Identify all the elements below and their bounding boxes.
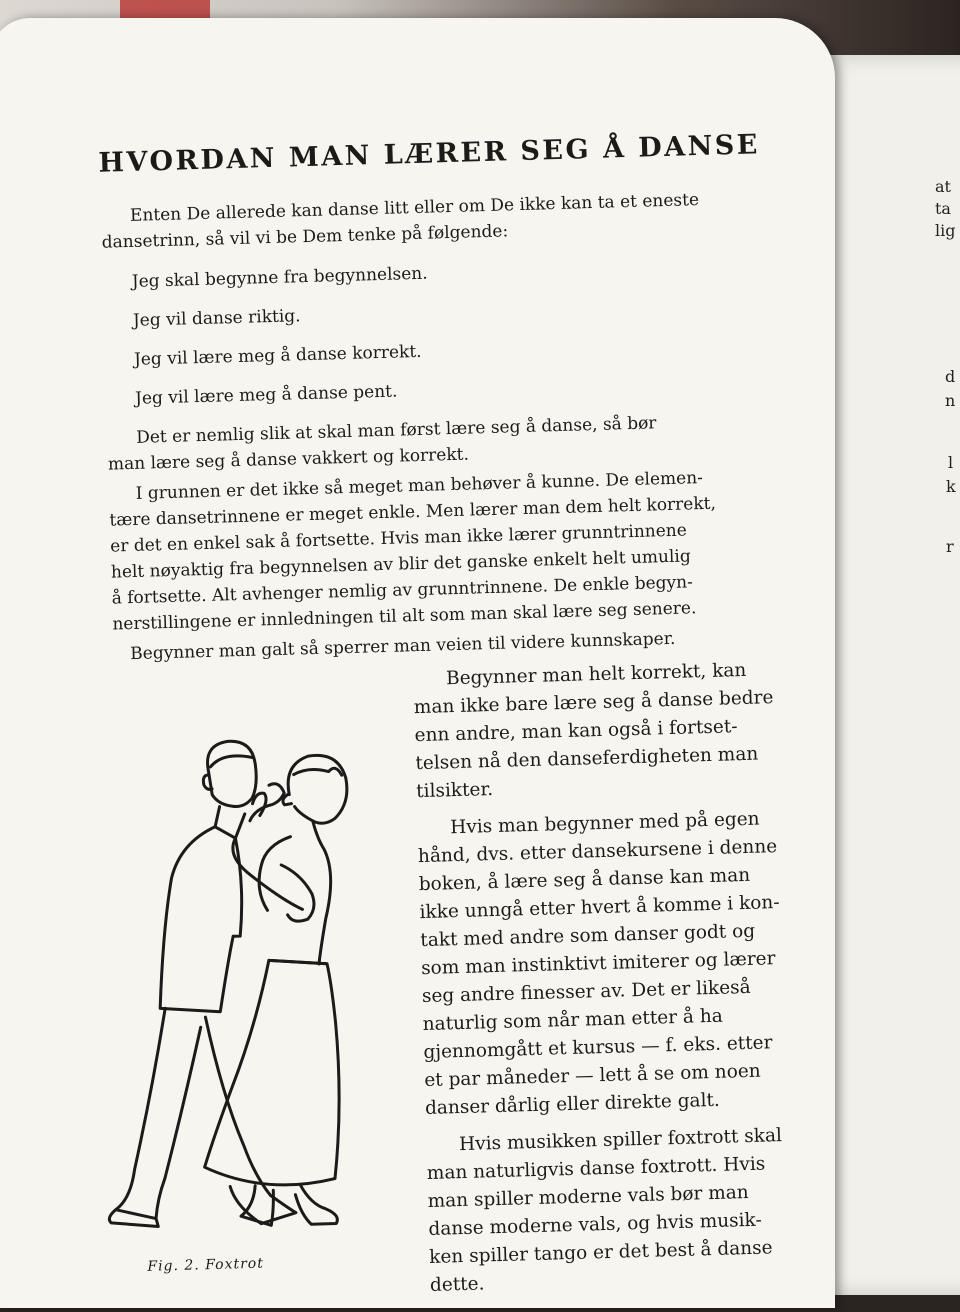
figure-caption: Fig. 2. Foxtrot: [147, 1255, 265, 1275]
column-line: telsen nå den danseferdigheten man: [415, 743, 759, 775]
column-line: danser dårlig eller direkte galt.: [424, 1089, 721, 1120]
column-line: tilsikter.: [415, 778, 494, 803]
column-line: gjennomgått et kursus — f. eks. etter: [423, 1032, 773, 1064]
facing-page-fragment: n: [945, 391, 956, 410]
paragraph-line: å fortsette. Alt avhenger nemlig av grunntrinnene. De enkle begyn-: [111, 572, 694, 609]
facing-page-fragment: l: [948, 453, 954, 472]
column-line: takt med andre som danser godt og: [420, 920, 756, 952]
paragraph-line: Det er nemlig slik at skal man først lære seg å danse, så bør: [135, 413, 657, 448]
column-line: naturlig som når man etter å ha: [422, 1005, 724, 1036]
column-line: man ikke bare lære seg å danse bedre: [413, 687, 774, 719]
intro-line: dansetrinn, så vil vi be Dem tenke på følgende:: [101, 221, 509, 253]
column-line: ken spiller tango er det best å danse: [428, 1237, 773, 1268]
column-line: dette.: [429, 1273, 485, 1296]
column-line: boken, å lære seg å danse kan man: [418, 864, 751, 896]
column-line: enn andre, man kan også i fortset-: [414, 716, 738, 747]
column-line: man spiller moderne vals bør man: [427, 1182, 749, 1212]
facing-page-fragment: ta: [935, 199, 951, 218]
column-line: et par måneder — lett å se om noen: [423, 1060, 761, 1092]
resolution-line: Jeg skal begynne fra begynnelsen.: [131, 263, 428, 292]
column-line: seg andre finesser av. Det er likeså: [421, 976, 751, 1008]
column-line: danse moderne vals, og hvis musik-: [428, 1209, 762, 1240]
facing-page-fragment: d: [945, 367, 956, 386]
column-line: Hvis man begynner med på egen: [449, 808, 760, 839]
resolution-line: Jeg vil danse riktig.: [132, 306, 301, 331]
column-line: Hvis musikken spiller foxtrott skal: [458, 1125, 783, 1156]
column-line: ikke unngå etter hvert å komme i kon-: [419, 892, 780, 924]
paragraph-line: man lære seg å danse vakkert og korrekt.: [107, 444, 470, 475]
column-line: Begynner man helt korrekt, kan: [445, 659, 747, 690]
paragraph-line: nerstillingene er innledningen til alt som man skal lære seg senere.: [112, 598, 697, 635]
resolution-line: Jeg vil lære meg å danse pent.: [134, 381, 398, 409]
column-line: man naturligvis danse foxtrott. Hvis: [426, 1153, 766, 1184]
facing-page-fragment: r: [946, 537, 954, 556]
paragraph-line: helt nøyaktig fra begynnelsen av blir det ganske enkelt helt umulig: [110, 546, 691, 583]
facing-page-fragment: lig: [935, 221, 956, 240]
resolution-line: Jeg vil lære meg å danse korrekt.: [133, 341, 422, 370]
chapter-title: HVORDAN MAN LÆRER SEG Å DANSE: [98, 129, 761, 179]
facing-page-fragment: k: [946, 477, 956, 496]
column-line: som man instinktivt imiterer og lærer: [420, 948, 776, 980]
dancing-couple-illustration: [82, 722, 386, 1250]
intro-line: Enten De allerede kan danse litt eller om De ikke kan ta et eneste: [129, 190, 700, 226]
paragraph-line: I grunnen er det ikke så meget man behøver å kunne. De elemen-: [135, 468, 704, 504]
paragraph-line: tære dansetrinnene er meget enkle. Men lærer man dem helt korrekt,: [109, 493, 717, 531]
facing-page-fragment: at: [935, 177, 951, 196]
paragraph-line: er det en enkel sak å fortsette. Hvis man ikke lærer grunntrinnene: [109, 520, 688, 557]
column-line: hånd, dvs. etter dansekursene i denne: [417, 836, 778, 868]
paragraph-line: Begynner man galt så sperrer man veien til videre kunnskaper.: [129, 628, 676, 665]
